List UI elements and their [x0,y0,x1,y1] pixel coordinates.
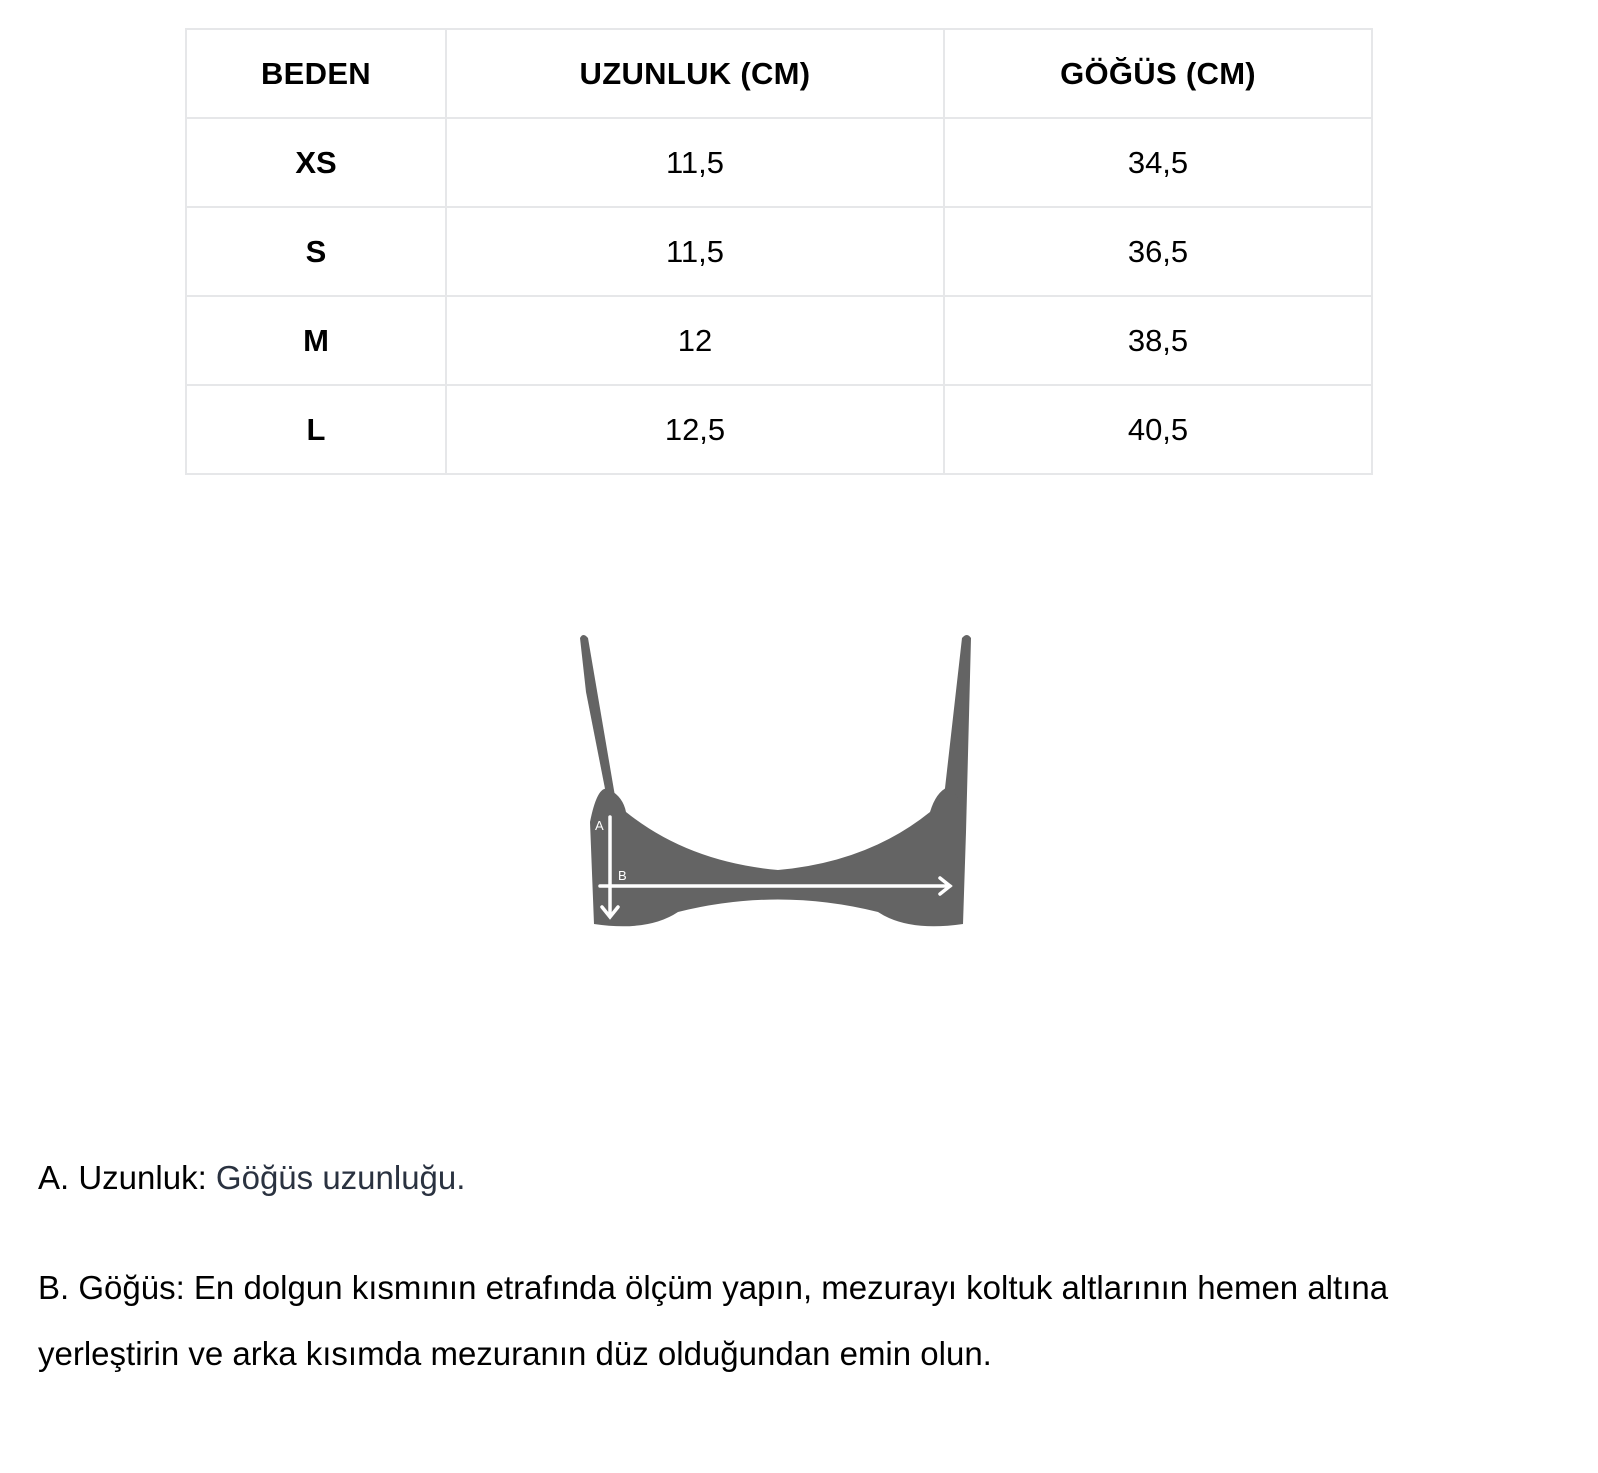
cell-chest: 40,5 [944,385,1372,474]
cell-chest: 38,5 [944,296,1372,385]
table-row [186,385,1372,474]
legend-b-label: B. Göğüs: [38,1269,194,1306]
table-header-row [186,29,1372,118]
cell-size: M [186,296,446,385]
legend-b-description: En dolgun kısmının etrafında ölçüm yapın, mezurayı koltuk altlarının hemen altına yerleştirin ve arka kısımda mezuranın düz olduğundan emin olun. [38,1269,1389,1372]
header-size: BEDEN [186,29,446,118]
legend-chest [38,1255,1538,1387]
cell-size: S [186,207,446,296]
cell-length: 12,5 [446,385,944,474]
cell-length: 11,5 [446,118,944,207]
cell-chest: 34,5 [944,118,1372,207]
legend-length [38,1145,465,1211]
header-length: UZUNLUK (CM) [446,29,944,118]
legend-a-label: A. Uzunluk: [38,1159,216,1196]
bra-measurement-diagram [578,632,978,942]
legend-a-description: Göğüs uzunluğu. [215,1159,466,1196]
cell-chest: 36,5 [944,207,1372,296]
header-chest: GÖĞÜS (CM) [944,29,1372,118]
cell-size: L [186,385,446,474]
table-row [186,296,1372,385]
size-chart-table [185,28,1373,475]
cell-length: 11,5 [446,207,944,296]
label-a: A [595,818,604,833]
table-row [186,118,1372,207]
cell-size: XS [186,118,446,207]
cell-length: 12 [446,296,944,385]
bra-illustration [580,635,971,926]
label-b: B [618,868,627,883]
table-row [186,207,1372,296]
